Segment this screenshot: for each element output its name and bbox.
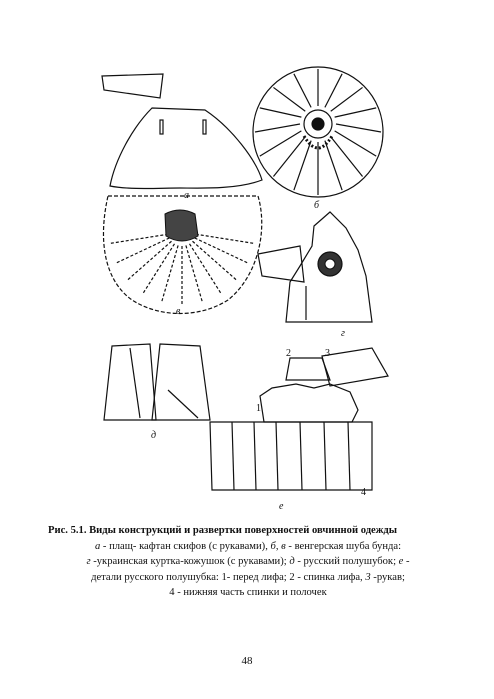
neck-hole-b [312,118,324,130]
pattern-g-jacket [258,212,372,339]
part-number-2: 2 [286,348,291,359]
bodice-front-piece-1 [260,384,358,422]
slit-left [160,120,163,134]
ornament-center-v [165,210,198,241]
caption-line-4: детали русского полушубка: 1- перед лифа; 2 - спинка лифа, 3 -рукав; [91,571,405,583]
page-number: 48 [241,655,253,667]
pattern-v-bunda [103,196,261,317]
label-d: д [151,430,157,441]
caption-line-5: 4 - нижняя часть спинки и полочек [169,587,327,599]
figure-caption [48,523,448,601]
panel-folds [232,422,350,490]
cloak-body-a [110,108,262,189]
caption-title: Рис. 5.1. Виды конструкций и развертки поверхностей овчинной одежды [48,525,398,536]
sleeve-g [258,246,304,282]
label-a: а [184,190,189,201]
radial-cuts-v [111,234,253,304]
pattern-d-polushubok [104,344,210,441]
radial-cuts-b [255,69,381,195]
part-number-4: 4 [361,487,366,498]
pattern-b-round-cloak [253,67,383,211]
label-e: е [279,501,284,512]
coat-back-d [152,344,210,420]
sleeve-piece-3 [322,348,388,386]
caption-line-3: г -украинская куртка-кожушок (с рукавами); д - русский полушубок; е - [86,556,410,568]
slit-right [203,120,206,134]
label-b: б [314,200,320,211]
caption-line-2: а - плащ- кафтан скифов (с рукавами), б, в - венгерская шуба бунда: [94,540,402,552]
part-number-1: 1 [256,403,261,414]
label-v: в [176,306,181,317]
pattern-a-cloak-caftan [102,74,262,201]
coat-front-d [104,344,156,420]
sleeve-piece-a [102,74,163,98]
pattern-e-details [210,348,388,512]
label-g: г [341,328,345,339]
part-number-3: 3 [325,348,330,359]
